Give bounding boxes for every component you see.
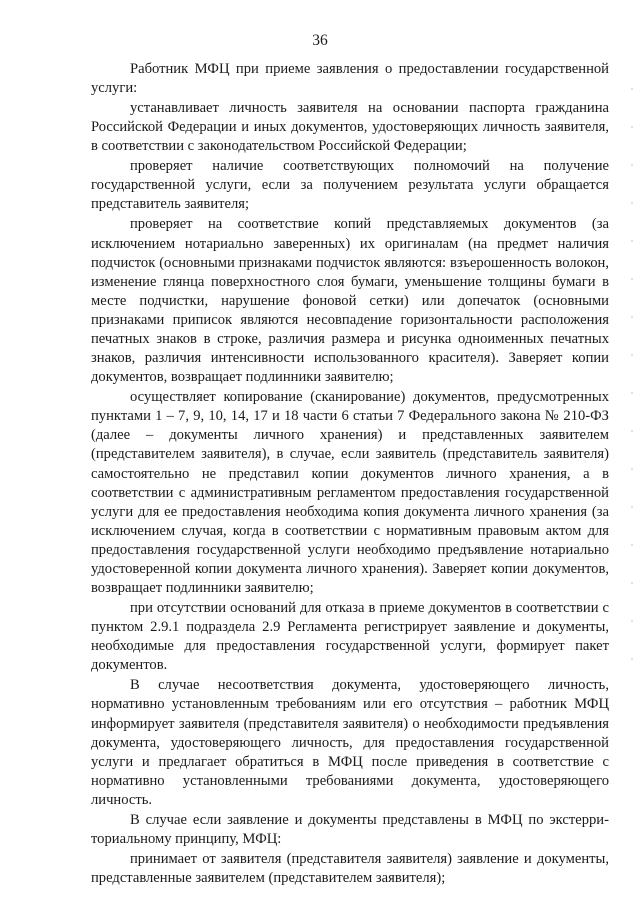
paragraph-intro: Работник МФЦ при приеме заявления о предоставлении государственной услуги: <box>91 61 609 97</box>
page-number: 36 <box>312 32 328 49</box>
paragraph-id-mismatch: В случае несоответствия документа, удостоверяющего личность, нормативно установленным требованиям или его отсутствия – работник МФЦ информирует заявителя (представителя заявителя) о необходимости предъявления документа, удостоверяющего личность, для предоставления государственной услуги и предлагает обратиться в МФЦ после приведения в соответствие с нормативно установленными требованиями документа, удостоверяющего личность. <box>91 677 609 808</box>
document-body <box>91 60 609 889</box>
paragraph-accepts-application: принимает от заявителя (представителя заявителя) заявление и документы, представленные заявителем (представителем заявителя); <box>91 850 609 887</box>
paragraph-scanning: осуществляет копирование (сканирование) документов, предусмотренных пунктами 1 – 7, 9, 10, 14, 17 и 18 части 6 статьи 7 Федерального закона № 210-ФЗ (далее – документы личного хранения) и представленных заявителем (представителем заявителя), в случае, если заявитель (представитель заявителя) самостоятельно не представил копии документов личного хранения, а в соответствии с административным регламентом предоставления государственной услуги для ее предоставления необходима копия документа личного хранения (за исключением случая, когда в соответствии с нормативным правовым актом для предоставления государственной услуги необходимо предъявление нотариально удостоверенной копии документа личного хранения). Заверяет копии документов, возвращает подлинники заявителю; <box>91 389 609 597</box>
paragraph-extraterritorial: В случае если заявление и документы представлены в МФЦ по экстерриториальному принципу, МФЦ: <box>91 811 609 847</box>
paragraph-copy-verification: проверяет на соответствие копий представляемых документов (за исключением нотариально заверенных) их оригиналам (на предмет наличия подчисток (основными признаками подчисток являются: взъерошенность волокон, изменение глянца поверхностного слоя бумаги, уменьшение толщины бумаги в месте подчистки, нарушение фоновой сетки) или допечаток (основными признаками приписок являются несовпадение горизонтальности расположения печатных знаков в строке, различия размера и рисунка одноименных печатных знаков, различия интенсивности использованного красителя). Заверяет копии документов, возвращает подлинники заявителю; <box>91 216 609 386</box>
paragraph-authority-check: проверяет наличие соответствующих полномочий на получение государственной услуги, если за получением результата услуги обращается представитель заявителя; <box>91 158 609 213</box>
paragraph-registration: при отсутствии оснований для отказа в приеме документов в соответствии с пунктом 2.9.1 подраздела 2.9 Регламента регистрирует заявление и документы, необходимые для предоставления государственной услуги, формирует пакет документов. <box>91 600 609 674</box>
paragraph-identity-check: устанавливает личность заявителя на основании паспорта гражданина Российской Федерации и иных документов, удостоверяющих личность заявителя, в соответствии с законодательством Российской Федерации; <box>91 100 609 155</box>
scan-margin-artifact <box>628 70 636 690</box>
